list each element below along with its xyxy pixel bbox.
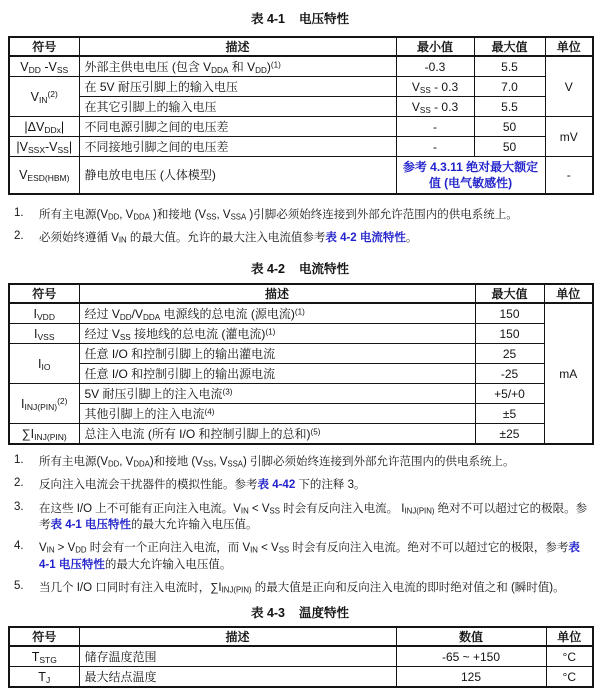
col-header-unit: 单位 xyxy=(545,37,593,56)
symbol-cell: $|\Delta V_{DDx}|$ xyxy=(9,117,79,137)
description-cell: 不同接地引脚之间的电压差 xyxy=(79,137,396,157)
max-cell: 50 xyxy=(474,117,545,137)
footnote-number: 5. xyxy=(14,580,24,593)
table-row xyxy=(9,344,593,364)
col-header-min: 最小值 xyxy=(396,37,474,56)
table-row xyxy=(9,56,593,77)
symbol-cell: $V_{ESD(HBM)}$ xyxy=(9,157,79,194)
table-row xyxy=(9,384,593,404)
table-row xyxy=(9,667,593,688)
symbol-cell: $\sum I_{INJ(PIN)}$ xyxy=(9,424,79,445)
unit-cell: °C xyxy=(546,667,593,688)
table-4-2-caption xyxy=(8,259,592,277)
min-cell: - xyxy=(396,137,474,157)
min-cell: - xyxy=(396,117,474,137)
description-cell: 外部主供电电压 (包含 $V_{DDA}$ 和 $V_{DD})^{(1)}$ xyxy=(79,56,396,77)
footnote xyxy=(14,501,592,534)
table-header-row xyxy=(9,284,593,303)
description-cell: 经过 $V_{SS}$ 接地线的总电流 (灌电流)$^{(1)}$ xyxy=(79,324,475,344)
table-4-3-caption xyxy=(8,603,592,621)
table-4-2-caption-title: 电流特性 xyxy=(299,262,350,277)
symbol-cell: $|V_{SSX}-V_{SS}|$ xyxy=(9,137,79,157)
table-header-row xyxy=(9,37,593,56)
symbol-cell: $I_{IO}$ xyxy=(9,344,79,384)
esd-reference-cell xyxy=(396,157,545,194)
footnote xyxy=(14,580,592,596)
max-cell: 150 xyxy=(475,303,544,324)
col-header-symbol: 符号 xyxy=(9,284,79,303)
footnote xyxy=(14,230,592,246)
footnote-text: 所有主电源($V_{DD}$, $V_{DDA}$)和接地 ($V_{SS}$, $V_{SSA}$) 引脚必须始终连接到外部允许范围内的供电系统上。 xyxy=(39,456,515,469)
symbol-cell: $T_{STG}$ xyxy=(9,646,79,667)
footnote xyxy=(14,207,592,223)
table-row xyxy=(9,424,593,445)
col-header-max: 最大值 xyxy=(474,37,545,56)
table-4-3-caption-title: 温度特性 xyxy=(299,606,350,621)
col-header-description: 描述 xyxy=(79,284,475,303)
col-header-unit: 单位 xyxy=(544,284,593,303)
footnote-number: 3. xyxy=(14,500,24,513)
unit-cell: mA xyxy=(544,303,593,444)
cross-reference-link[interactable]: 表 4-1 电压特性 xyxy=(39,542,580,571)
description-cell: 静电放电电压 (人体模型) xyxy=(79,157,396,194)
cross-reference-link[interactable]: 参考 4.3.11 绝对最大额定值 (电气敏感性) xyxy=(402,159,539,190)
min-cell: $V_{SS} - 0.3$ xyxy=(396,77,474,97)
symbol-cell: $I_{INJ(PIN)}^{(2)}$ xyxy=(9,384,79,424)
footnote-text: 在这些 I/O 上不可能有正向注入电流。$V_{IN} < V_{SS}$ 时会有反向注入电流。 $I_{INJ(PIN)}$ 绝对不可以超过它的极限。参考表 4-1 电压特性的最大允许输入电压值。 xyxy=(39,502,588,532)
symbol-cell: $V_{IN}^{(2)}$ xyxy=(9,77,79,117)
footnote-number: 2. xyxy=(14,229,24,242)
symbol-cell: $V_{DD}$ $-V_{SS}$ xyxy=(9,56,79,77)
table-row xyxy=(9,137,593,157)
table-row xyxy=(9,157,593,194)
footnote xyxy=(14,477,592,493)
col-header-value: 数值 xyxy=(396,627,546,646)
unit-cell: mV xyxy=(545,117,593,157)
table-row xyxy=(9,324,593,344)
table-row xyxy=(9,97,593,117)
value-cell: -65 ~ +150 xyxy=(396,646,546,667)
symbol-cell: $T_J$ xyxy=(9,667,79,688)
table-row xyxy=(9,303,593,324)
footnote-text: 所有主电源($V_{DD}$, $V_{DDA}$ )和接地 ($V_{SS}$, $V_{SSA}$ )引脚必须始终连接到外部允许范围内的供电系统上。 xyxy=(39,208,518,222)
footnote-number: 1. xyxy=(14,206,24,219)
table-4-1-caption xyxy=(8,9,592,27)
cross-reference-link[interactable]: 表 4-2 电流特性 xyxy=(325,231,406,244)
symbol-cell: $I_{VDD}$ xyxy=(9,303,79,324)
value-cell: 125 xyxy=(396,667,546,688)
col-header-description: 描述 xyxy=(79,627,396,646)
footnote xyxy=(14,454,592,470)
max-cell: 5.5 xyxy=(474,97,545,117)
table-header-row xyxy=(9,627,593,646)
unit-cell: V xyxy=(545,56,593,117)
max-cell: +5/+0 xyxy=(475,384,544,404)
col-header-symbol: 符号 xyxy=(9,37,79,56)
max-cell: 50 xyxy=(474,137,545,157)
table-row xyxy=(9,646,593,667)
footnote-text: 当几个 I/O 口同时有注入电流时，$\sum I_{INJ(PIN)}$ 的最大值是正向和反向注入电流的即时绝对值之和 (瞬时值)。 xyxy=(39,582,565,595)
col-header-max: 最大值 xyxy=(475,284,544,303)
max-cell: 150 xyxy=(475,324,544,344)
table-4-1-caption-title: 电压特性 xyxy=(299,12,350,26)
symbol-cell: $I_{VSS}$ xyxy=(9,324,79,344)
table-4-1-caption-label: 表 4-1 xyxy=(250,12,286,26)
col-header-symbol: 符号 xyxy=(9,627,79,646)
footnote-number: 4. xyxy=(14,540,24,553)
max-cell: ±5 xyxy=(475,404,544,424)
max-cell: -25 xyxy=(475,364,544,384)
current-characteristics-table xyxy=(8,283,594,445)
description-cell: 最大结点温度 xyxy=(79,667,396,688)
max-cell: 7.0 xyxy=(474,77,545,97)
description-cell: 5V 耐压引脚上的注入电流$^{(3)}$ xyxy=(79,384,475,404)
cross-reference-link[interactable]: 表 4-1 电压特性 xyxy=(50,519,132,532)
description-cell: 不同电源引脚之间的电压差 xyxy=(79,117,396,137)
description-cell: 在其它引脚上的输入电压 xyxy=(79,97,396,117)
max-cell: 25 xyxy=(475,344,544,364)
min-cell: $V_{SS} - 0.3$ xyxy=(396,97,474,117)
table-row xyxy=(9,364,593,384)
description-cell: 任意 I/O 和控制引脚上的输出源电流 xyxy=(79,364,475,384)
description-cell: 在 5V 耐压引脚上的输入电压 xyxy=(79,77,396,97)
table-4-3-caption-label: 表 4-3 xyxy=(250,606,286,621)
unit-cell: - xyxy=(545,157,593,194)
description-cell: 任意 I/O 和控制引脚上的输出灌电流 xyxy=(79,344,475,364)
temperature-characteristics-table xyxy=(8,626,594,688)
footnote-number: 1. xyxy=(14,454,24,467)
min-cell: -0.3 xyxy=(396,56,474,77)
unit-cell: °C xyxy=(546,646,593,667)
max-cell: ±25 xyxy=(475,424,544,445)
footnote-text: $V_{IN} > V_{DD}$ 时会有一个正向注入电流，而 $V_{IN} < V_{SS}$ 时会有反向注入电流。绝对不可以超过它的极限，参考表 4-1 电压特性的最大允许输入电压值。 xyxy=(39,542,580,571)
table-row xyxy=(9,404,593,424)
footnote-text: 必须始终遵循 $V_{IN}$ 的最大值。允许的最大注入电流值参考表 4-2 电流特性。 xyxy=(39,231,418,245)
max-cell: 5.5 xyxy=(474,56,545,77)
description-cell: 总注入电流 (所有 I/O 和控制引脚上的总和)$^{(5)}$ xyxy=(79,424,475,445)
table-4-2-footnotes xyxy=(14,454,592,596)
table-row xyxy=(9,117,593,137)
table-4-1-footnotes xyxy=(14,207,592,247)
cross-reference-link[interactable]: 表 4-42 xyxy=(257,479,296,492)
footnote-text: 反向注入电流会干扰器件的模拟性能。参考表 4-42 下的注释 3。 xyxy=(39,479,366,492)
description-cell: 其他引脚上的注入电流$^{(4)}$ xyxy=(79,404,475,424)
col-header-description: 描述 xyxy=(79,37,396,56)
col-header-unit: 单位 xyxy=(546,627,593,646)
voltage-characteristics-table xyxy=(8,36,594,195)
description-cell: 经过 $V_{DD}/V_{DDA}$ 电源线的总电流 (源电流)$^{(1)}$ xyxy=(79,303,475,324)
footnote xyxy=(14,540,592,573)
footnote-number: 2. xyxy=(14,477,24,490)
table-4-2-caption-label: 表 4-2 xyxy=(250,262,286,277)
description-cell: 储存温度范围 xyxy=(79,646,396,667)
table-row xyxy=(9,77,593,97)
